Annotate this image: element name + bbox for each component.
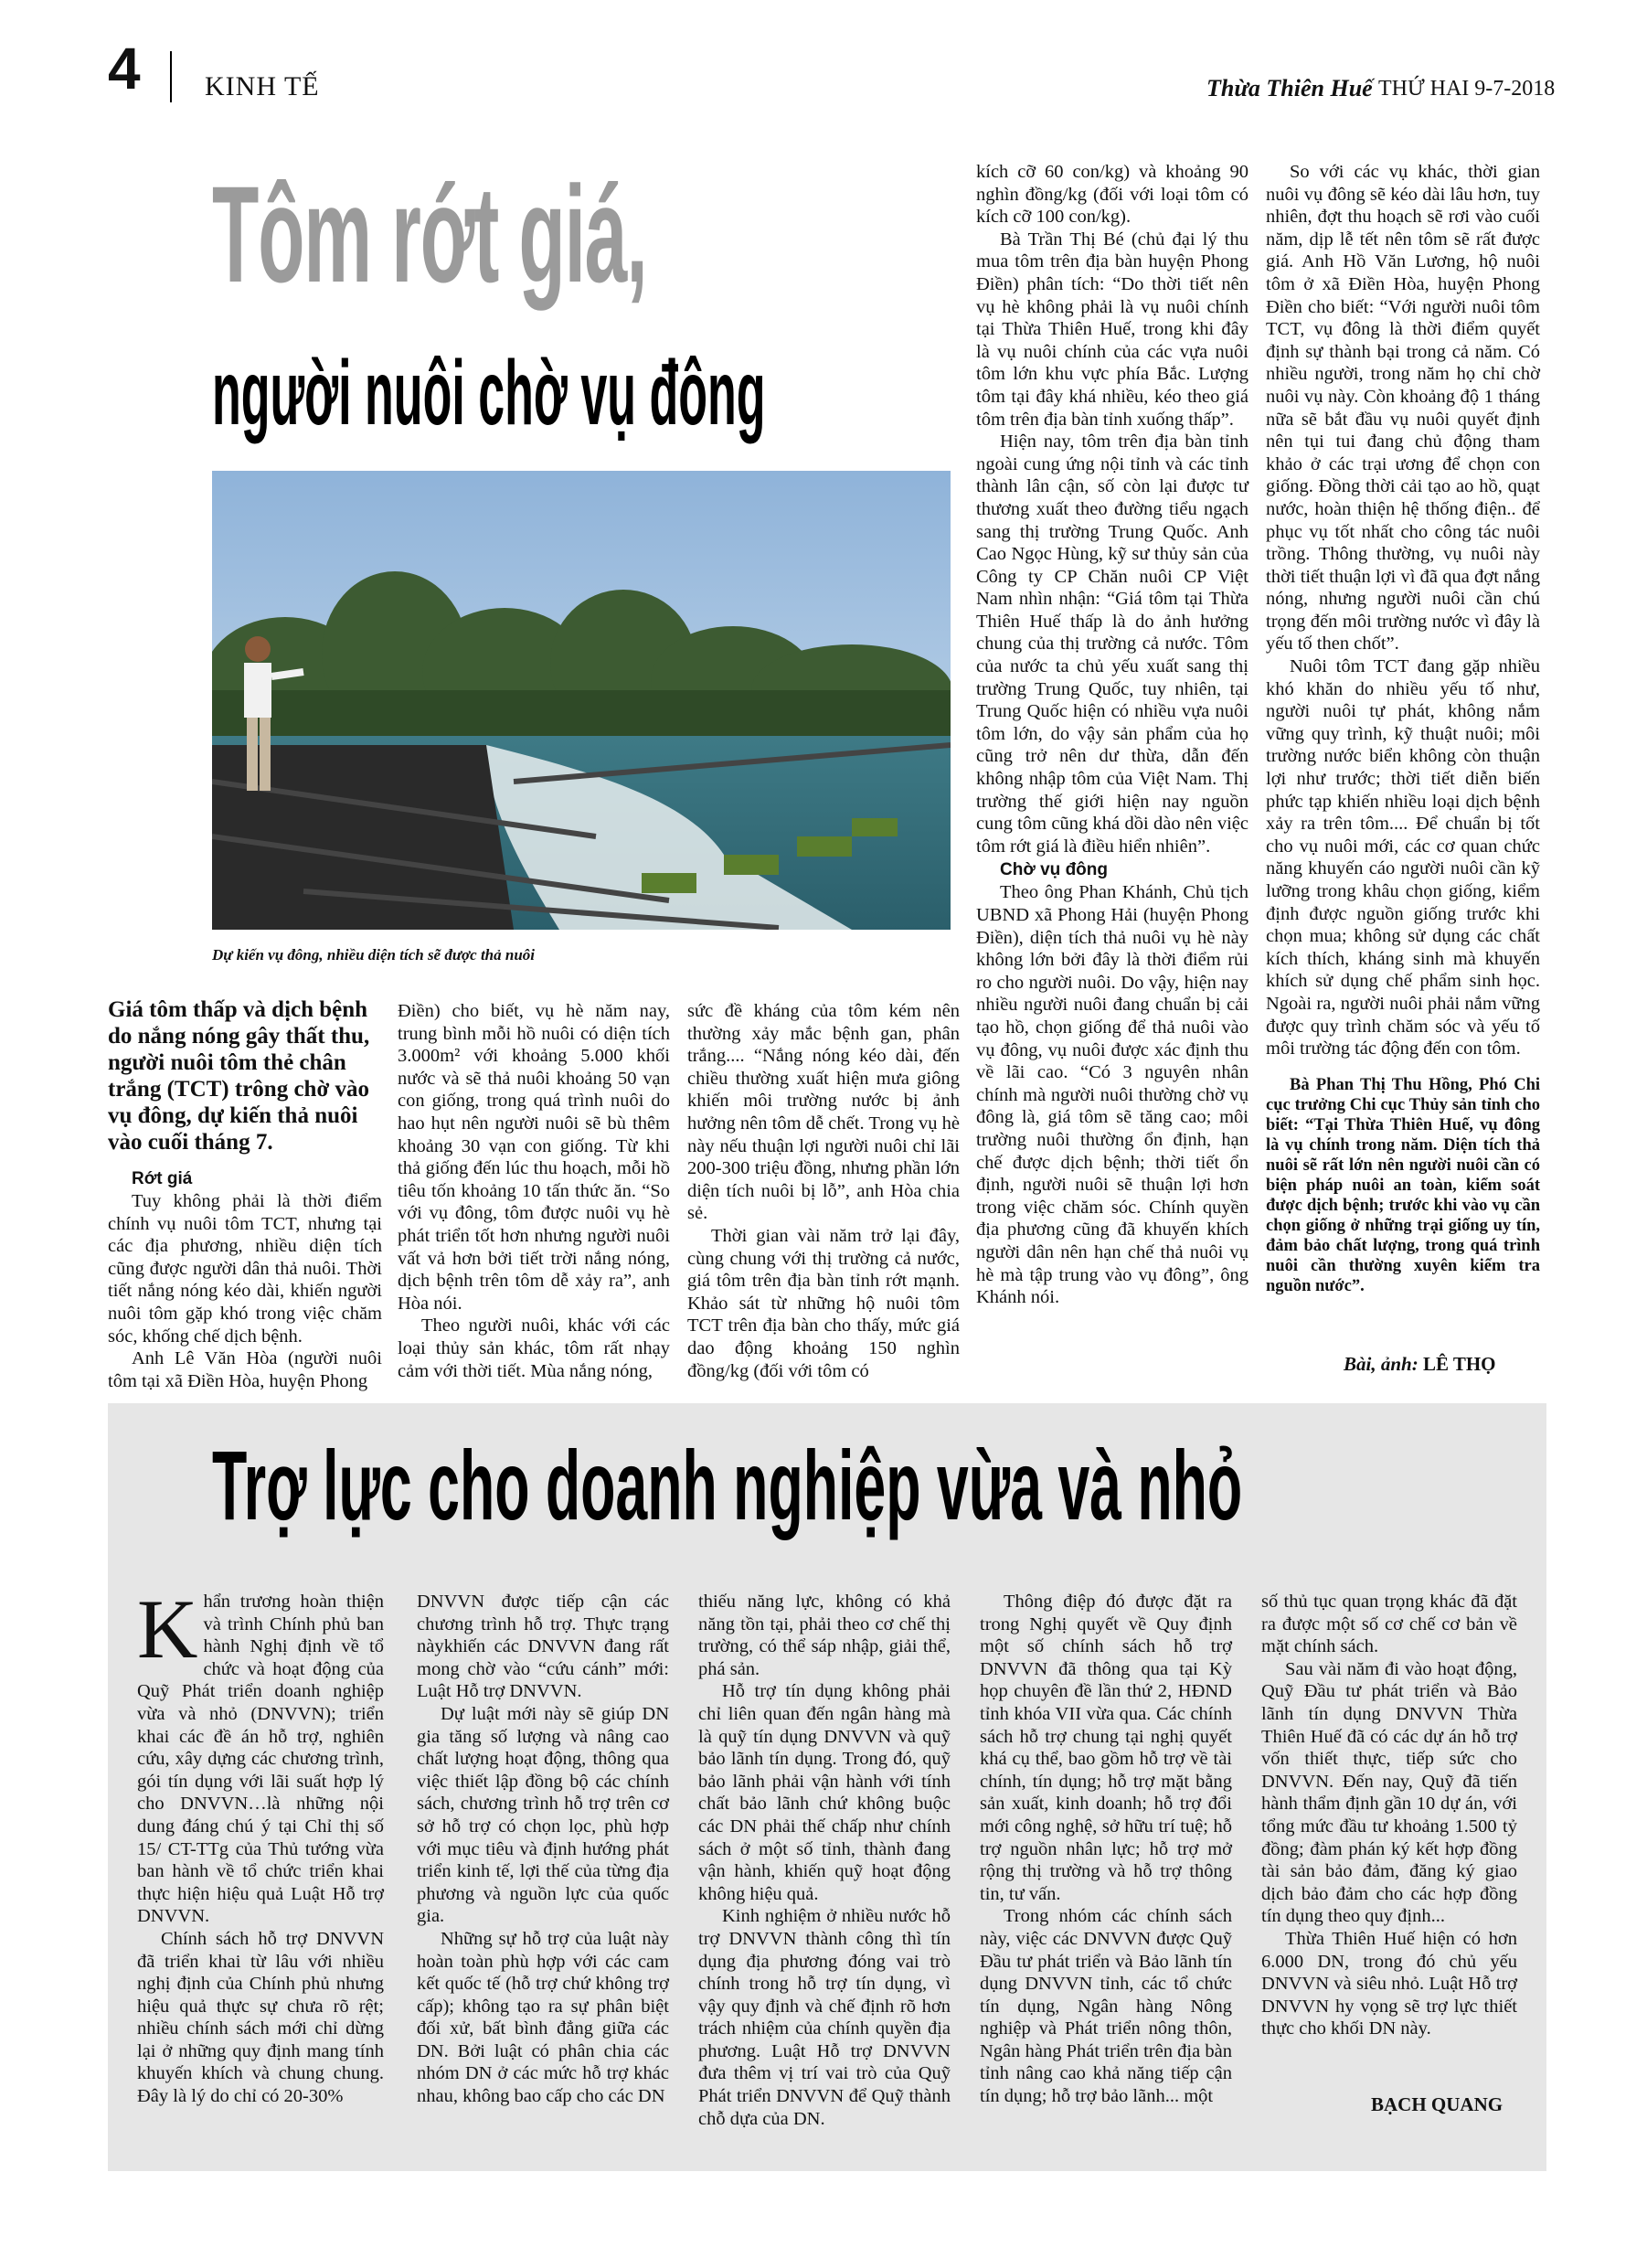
article2-column3 (698, 1591, 951, 2130)
article1-photo (212, 471, 951, 930)
article2-column4 (980, 1591, 1232, 2108)
article2-byline: BẠCH QUANG (1371, 2093, 1504, 2115)
page-number: 4 (108, 36, 141, 101)
article1-photo-caption: Dự kiến vụ đông, nhiều diện tích sẽ được thả nuôi (212, 946, 536, 964)
article1-subhead-cho-vu-dong: Chờ vụ đông (1000, 860, 1108, 880)
article1-paragraph: Theo ông Phan Khánh, Chủ tịch UBND xã Phong Hải (huyện Phong Điền), diện tích thả nuôi vụ hè này không lớn bởi đây là thời điểm rủi ro cho người nuôi. Do vậy, hiện nay nhiều người nuôi đang chuẩn bị cải tạo hồ, chọn giống để thả nuôi vào vụ đông, vụ nuôi được xác định thu về lãi cao. “Có 3 nguyên nhân chính mà người nuôi thường chờ vụ đông là, giá tôm sẽ tăng cao; môi trường nuôi thường ổn định, hạn chế được dịch bệnh; thời tiết ổn định, người nuôi sẽ thuận lợi hơn trong việc chăm sóc. Chính quyền địa phương cũng đã khuyến khích người dân nên hạn chế thả nuôi vụ hè mà tập trung vào vụ đông”, ông Khánh nói. (976, 882, 1249, 1308)
byline-author: LÊ THỌ (1422, 1353, 1496, 1375)
article2-paragraph: Thừa Thiên Huế hiện có hơn 6.000 DN, trong đó chủ yếu DNVVN và siêu nhỏ. Luật Hỗ trợ DNVVN hy vọng sẽ trợ lực thiết thực cho khối DN này. (1261, 1928, 1517, 2039)
article1-subhead-rot-gia: Rớt giá (132, 1169, 193, 1188)
article1-paragraph: Theo người nuôi, khác với các loại thủy sản khác, tôm rất nhạy cảm với thời tiết. Mùa nắng nóng, (398, 1315, 670, 1381)
article1-column5 (1266, 161, 1540, 1296)
article2-paragraph: Hỗ trợ tín dụng không phải chỉ liên quan đến ngân hàng mà là quỹ tín dụng DNVVN và quỹ bảo lãnh tín dụng. Trong đó, quỹ bảo lãnh phải vận hành với tính chất bảo lãnh chứ không buộc các DN phải thế chấp như chính sách ở một số tỉnh, thành đang vận hành, khiến quỹ hoạt động không hiệu quả. (698, 1681, 951, 1904)
article2-dropcap: K (137, 1582, 198, 1676)
article2-paragraph: Dự luật mới này sẽ giúp DN gia tăng số lượng và nâng cao chất lượng hoạt động, thông qua việc thiết lập đồng bộ các chính sách, chương trình hỗ trợ trên cơ sở hỗ trợ có chọn lọc, phù hợp với mục tiêu và định hướng phát triển kinh tế, lợi thế của từng địa phương và nguồn lực của quốc gia. (417, 1703, 669, 1927)
article2-paragraph: DNVVN được tiếp cận các chương trình hỗ trợ. Thực trạng nàykhiến các DNVVN đang rất mong chờ vào “cứu cánh” mới: Luật Hỗ trợ DNVVN. (417, 1592, 669, 1702)
article1-paragraph: So với các vụ khác, thời gian nuôi vụ đông sẽ kéo dài lâu hơn, tuy nhiên, đợt thu hoạch sẽ rơi vào cuối năm, dịp lễ tết nên tôm sẽ rất được giá. Anh Hồ Văn Lương, hộ nuôi tôm ở xã Điền Hòa, huyện Phong Điền cho biết: “Với người nuôi tôm TCT, vụ đông là thời điểm quyết định sự thành bại trong cả năm. Có nhiều người, trong năm họ chỉ chờ nuôi vụ này. Còn khoảng độ 1 tháng nữa sẽ bắt đầu vụ nuôi quyết định nên tụi tui đang chủ động tham khảo ở các trại ương để chọn con giống. Đồng thời cải tạo ao hồ, quạt nước, hoàn thiện hệ thống điện.. để phục vụ tốt nhất cho công tác nuôi trồng. Thông thường, vụ nuôi này thời tiết thuận lợi vì đã qua đợt nắng nóng, nhưng người nuôi cần chú trọng đến môi trường nước vì đây là yếu tố then chốt”. (1266, 162, 1540, 655)
article2-paragraph: Trong nhóm các chính sách này, việc các DNVVN được Quỹ Đầu tư phát triển và Bảo lãnh tín dụng DNVVN tỉnh, các tổ chức tín dụng, Ngân hàng Nông nghiệp và Phát triển nông thôn, Ngân hàng Phát triển trên địa bàn tỉnh nâng cao khả năng tiếp cận tín dụng; hỗ trợ bảo lãnh... một (980, 1906, 1232, 2107)
article2-title: Trợ lực cho doanh nghiệp vừa và nhỏ (212, 1430, 1243, 1540)
article1-quote: Bà Phan Thị Thu Hồng, Phó Chi cục trưởng Chi cục Thủy sản tỉnh cho biết: “Tại Thừa Thiên Huế, vụ đông là vụ chính trong năm. Diện tích thả nuôi sẽ rất lớn nên người nuôi cần có biện pháp nuôi an toàn, kiểm soát được dịch bệnh; trước khi vào vụ cần chọn giống ở những trại giống uy tín, đảm bảo chất lượng, trong quá trình nuôi cần thường xuyên kiểm tra nguồn nước”. (1266, 1075, 1540, 1295)
article1-column2 (398, 1000, 670, 1382)
issue-date: THỨ HAI 9-7-2018 (1378, 77, 1556, 101)
article1-paragraph: Anh Lê Văn Hòa (người nuôi tôm tại xã Điền Hòa, huyện Phong (108, 1348, 382, 1391)
article1-paragraph: Tuy không phải là thời điểm chính vụ nuôi tôm TCT, nhưng tại các địa phương, nhiều diện tích cũng được người dân thả nuôi. Thời tiết nắng nóng kéo dài, khiến người nuôi tôm gặp khó trong việc chăm sóc, khống chế dịch bệnh. (108, 1191, 382, 1347)
article1-paragraph: sức đề kháng của tôm kém nên thường xảy mắc bệnh gan, phân trắng.... “Nắng nóng kéo dài, đến chiều thường xuất hiện mưa giông khiến môi trường nước bị ảnh hưởng nên tôm dễ chết. Trong vụ hè này nếu thuận lợi người nuôi chỉ lãi 200-300 triệu đồng, nhưng phần lớn diện tích nuôi bị lỗ”, anh Hòa chia sẻ. (687, 1001, 960, 1224)
article2-paragraph: Kinh nghiệm ở nhiều nước hỗ trợ DNVVN thành công thì tín dụng địa phương đóng vai trò chính trong hỗ trợ tín dụng, vì vậy quy định và chế định rõ hơn trách nhiệm của chính quyền địa phương. Luật Hỗ trợ DNVVN đưa thêm vị trí vai trò của Quỹ Phát triển DNVVN để Quỹ thành chỗ dựa của DN. (698, 1906, 951, 2129)
article1-lead: Giá tôm thấp và dịch bệnh do nắng nóng gây thất thu, người nuôi tôm thẻ chân trắng (TCT) trông chờ vào vụ đông, dự kiến thả nuôi vào cuối tháng 7. (108, 997, 370, 1155)
article2-column5 (1261, 1591, 1517, 2040)
article1-paragraph: Điền) cho biết, vụ hè năm nay, trung bình mỗi hồ nuôi có diện tích 3.000m² với khoảng 5.000 khối nước và sẽ thả nuôi khoảng 50 vạn con giống, trong quá trình nuôi do hao hụt nên người nuôi sẽ bù thêm khoảng 30 vạn con giống. Từ khi thả giống đến lúc thu hoạch, mỗi hồ tiêu tốn khoảng 10 tấn thức ăn. “So với vụ đông, tôm được nuôi vụ hè phát triển tốt hơn nhưng người nuôi vất vả hơn bởi tiết trời nắng nóng, dịch bệnh trên tôm dễ xảy ra”, anh Hòa nói. (398, 1001, 670, 1314)
article2-paragraph: Những sự hỗ trợ của luật này hoàn toàn phù hợp với các cam kết quốc tế (hỗ trợ chứ không trợ cấp); không tạo ra sự phân biệt đối xử, bất bình đẳng giữa các DN. Bởi luật có phân chia các nhóm DN ở các mức hỗ trợ khác nhau, không bao cấp cho các DN (417, 1928, 669, 2107)
article2-paragraph: Chính sách hỗ trợ DNVVN đã triển khai từ lâu với nhiều nghị định của Chính phủ nhưng hiệu quả thực sự chưa rõ rệt; nhiều chính sách mới chỉ dừng lại ở những quy định mang tính khuyến khích và chung chung. Đây là lý do chỉ có 20-30% (137, 1928, 384, 2107)
article1-paragraph: Thời gian vài năm trở lại đây, cùng chung với thị trường cả nước, giá tôm trên địa bàn tỉnh rớt mạnh. Khảo sát từ những hộ nuôi tôm TCT trên địa bàn cho thấy, mức giá dao động khoảng 150 nghìn đồng/kg (đối với tôm có (687, 1225, 960, 1381)
article1-column3 (687, 1000, 960, 1382)
article2-paragraph: thiếu năng lực, không có khả năng tồn tại, phải theo cơ chế thị trường, có thể sáp nhập, giải thể, phá sản. (698, 1592, 951, 1679)
article2-paragraph: số thủ tục quan trọng khác đã đặt ra được một số cơ chế cơ bản về mặt chính sách. (1261, 1592, 1517, 1657)
article1-column4 (976, 161, 1249, 1309)
article1-paragraph: Bà Trần Thị Bé (chủ đại lý thu mua tôm trên địa bàn huyện Phong Điền) phân tích: “Do thời tiết nên vụ hè không phải là vụ nuôi chính tại Thừa Thiên Huế, trong khi đây là vụ nuôi chính của các vựa nuôi tôm lớn khu vực phía Bắc. Lượng tôm tại đây khá nhiều, kéo theo giá tôm trên địa bàn tỉnh xuống thấp”. (976, 229, 1249, 430)
article1-paragraph: kích cỡ 60 con/kg) và khoảng 90 nghìn đồng/kg (đối với loại tôm có kích cỡ 100 con/kg). (976, 162, 1249, 228)
article2-paragraph: hẩn trương hoàn thiện và trình Chính phủ ban hành Nghị định về tổ chức và hoạt động của Quỹ Phát triển doanh nghiệp vừa và nhỏ (DNVVN); triển khai các đề án hỗ trợ, nghiên cứu, xây dựng các chương trình, gói tín dụng với lãi suất hợp lý cho DNVVN…là những nội dung đáng chú ý tại Chỉ thị số 15/ CT-TTg của Thủ tướng vừa ban hành về tổ chức triển khai thực hiện hiệu quả Luật Hỗ trợ DNVVN. (137, 1592, 384, 1927)
article1-paragraph: Nuôi tôm TCT đang gặp nhiều khó khăn do nhiều yếu tố như, người nuôi tự phát, không nắm vững quy trình, kỹ thuật nuôi; môi trường nước biển không còn thuận lợi như trước; thời tiết diễn biến phức tạp khiến nhiều loại dịch bệnh xảy ra trên tôm.... Để chuẩn bị tốt cho vụ nuôi mới, các cơ quan chức năng khuyến cáo người nuôi cần kỹ lưỡng trong khâu chọn giống, kiểm định được nguồn giống trước khi chọn mua; không sử dụng các chất kích thích, kháng sinh mà khuyến khích sử dụng chế phẩm sinh học. Ngoài ra, người nuôi phải nắm vững được quy trình chăm sóc và yếu tố môi trường tác động đến con tôm. (1266, 656, 1540, 1059)
article1-title-line1: Tôm rớt giá, (212, 157, 647, 311)
shrimp-pond-photo (212, 471, 951, 930)
article1-byline (1344, 1353, 1496, 1376)
section-name: KINH TẾ (205, 71, 320, 101)
article2-paragraph: Thông điệp đó được đặt ra trong Nghị quyết về Quy định một số chính sách hỗ trợ DNVVN đã thông qua tại Kỳ họp chuyên đề lần thứ 2, HĐND tỉnh khóa VII vừa qua. Các chính sách hỗ trợ chung tại nghị quyết khá cụ thể, bao gồm hỗ trợ về tài chính, tín dụng; hỗ trợ mặt bằng sản xuất, kinh doanh; hỗ trợ đổi mới công nghệ, sở hữu trí tuệ; hỗ trợ nguồn nhân lực; hỗ trợ mở rộng thị trường và hỗ trợ thông tin, tư vấn. (980, 1592, 1232, 1904)
header-divider (170, 51, 172, 102)
article1-title-line2: người nuôi chờ vụ đông (212, 342, 766, 444)
article2-column1 (137, 1582, 384, 2108)
article2-paragraph: Sau vài năm đi vào hoạt động, Quỹ Đầu tư phát triển và Bảo lãnh tín dụng DNVVN Thừa Thiên Huế đã có các dự án hỗ trợ vốn thiết thực, tiếp sức cho DNVVN. Đến nay, Quỹ đã tiến hành thẩm định gần 10 dự án, với tổng mức đầu tư khoảng 1.500 tỷ đồng; đàm phán ký kết hợp đồng tài sản bảo đảm, đăng ký giao dịch bảo đảm cho các hợp đồng tín dụng theo quy định... (1261, 1658, 1517, 1927)
article1-column1 (108, 1166, 382, 1392)
newspaper-name: Thừa Thiên Huế (1206, 75, 1373, 101)
article2-column2 (417, 1591, 669, 2108)
byline-label: Bài, ảnh: (1344, 1353, 1419, 1375)
article1-paragraph: Hiện nay, tôm trên địa bàn tỉnh ngoài cung ứng nội tỉnh và các tỉnh thành lân cận, số còn lại được tư thương xuất theo đường tiểu ngạch sang thị trường Trung Quốc. Anh Cao Ngọc Hùng, kỹ sư thủy sản của Công ty CP Chăn nuôi CP Việt Nam nhìn nhận: “Giá tôm tại Thừa Thiên Huế thấp là do ảnh hưởng chung của thị trường cả nước. Tôm của nước ta chủ yếu xuất sang thị trường Trung Quốc, tuy nhiên, tại Trung Quốc hiện có nhiều vựa nuôi tôm lớn, do vậy sản phẩm của họ cũng trở nên dư thừa, dẫn đến không nhập tôm của Việt Nam. Thị trường thế giới hiện nay nguồn cung tôm cũng khá dồi dào nên việc tôm rớt giá là điều hiển nhiên”. (976, 431, 1249, 857)
